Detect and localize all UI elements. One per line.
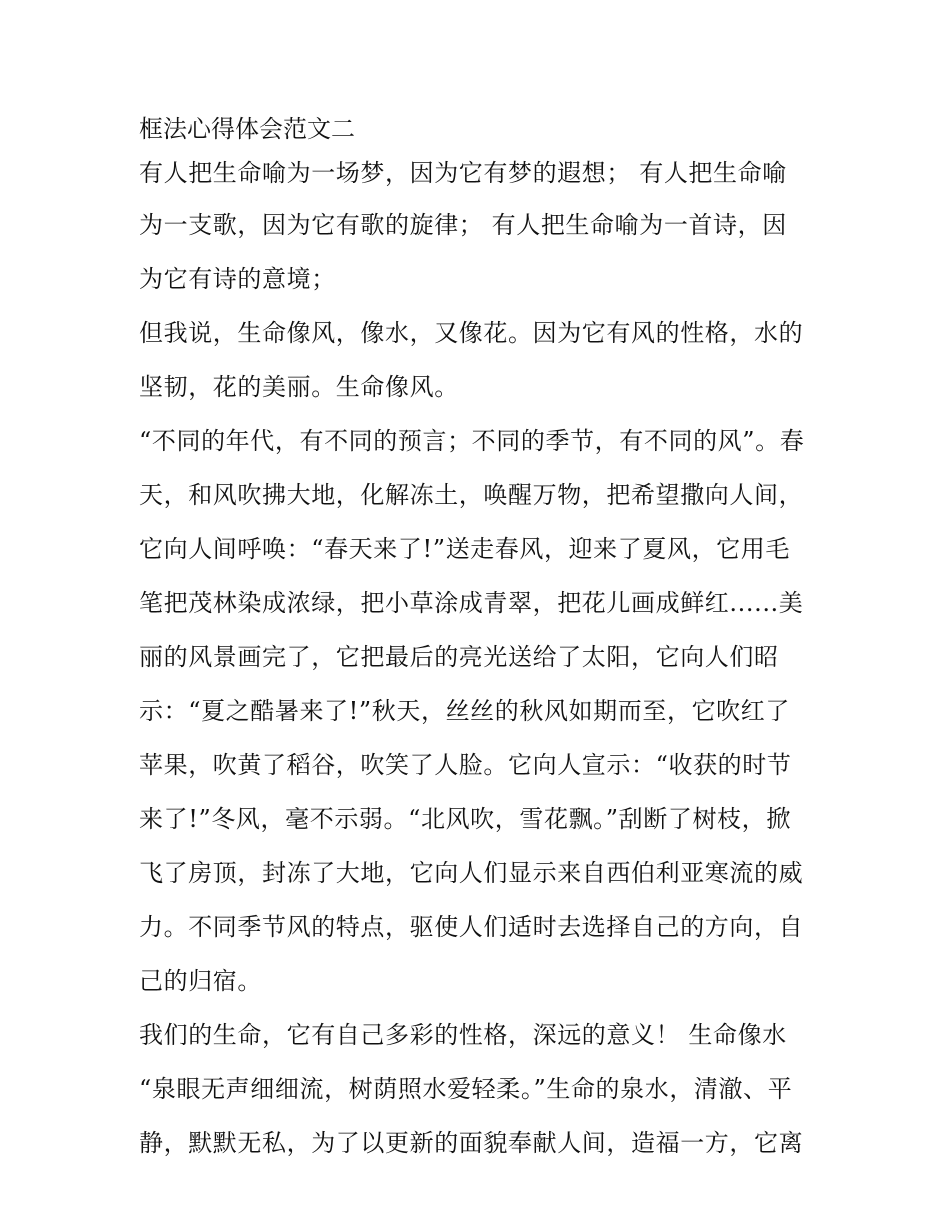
document-title: 框法心得体会范文二 bbox=[139, 115, 355, 143]
text-line: 有人把生命喻为一场梦，因为它有梦的遐想； 有人把生命喻 bbox=[139, 159, 787, 187]
paragraph-life-like-water bbox=[139, 1008, 819, 1062]
text-line: 己的归宿。 bbox=[139, 967, 262, 995]
text-line: 飞了房顶，封冻了大地，它向人们显示来自西伯利亚寒流的威 bbox=[139, 859, 804, 887]
text-line: 笔把茂林染成浓绿，把小草涂成青翠，把花儿画成鲜红......美 bbox=[139, 589, 804, 617]
text-line: 它向人间呼唤：“春天来了!”送走春风，迎来了夏风，它用毛 bbox=[139, 535, 790, 563]
paragraph-wind-water-flower bbox=[139, 306, 819, 414]
text-line: 为一支歌，因为它有歌的旋律； 有人把生命喻为一首诗，因 bbox=[139, 211, 787, 239]
paragraph-spring-water bbox=[139, 1062, 819, 1170]
text-line: 静，默默无私，为了以更新的面貌奉献人间，造福一方，它离 bbox=[139, 1129, 804, 1157]
text-line: 丽的风景画完了，它把最后的亮光送给了太阳，它向人们昭 bbox=[139, 643, 779, 671]
text-line: 天，和风吹拂大地，化解冻土，唤醒万物，把希望撒向人间， bbox=[139, 481, 804, 509]
text-line: “不同的年代，有不同的预言；不同的季节，有不同的风”。春 bbox=[139, 427, 805, 455]
document-body bbox=[139, 110, 819, 1170]
text-line: 但我说，生命像风，像水，又像花。因为它有风的性格，水的 bbox=[139, 319, 804, 347]
text-line: 为它有诗的意境； bbox=[139, 265, 336, 293]
text-line: 我们的生命，它有自己多彩的性格，深远的意义！ 生命像水 bbox=[139, 1021, 787, 1049]
text-line: 来了!”冬风，毫不示弱。“北风吹，雪花飘。”刮断了树枝，掀 bbox=[139, 805, 791, 833]
paragraph-life-metaphors bbox=[139, 148, 819, 306]
text-line: “泉眼无声细细流，树荫照水爱轻柔。”生命的泉水，清澈、平 bbox=[139, 1075, 793, 1103]
paragraph-seasonal-wind bbox=[139, 414, 819, 1008]
text-line: 坚韧，花的美丽。生命像风。 bbox=[139, 373, 459, 401]
text-line: 力。不同季节风的特点，驱使人们适时去选择自己的方向，自 bbox=[139, 913, 804, 941]
text-line: 示：“夏之酷暑来了!”秋天，丝丝的秋风如期而至，它吹红了 bbox=[139, 697, 790, 725]
text-line: 苹果，吹黄了稻谷，吹笑了人脸。它向人宣示：“收获的时节 bbox=[139, 751, 792, 779]
